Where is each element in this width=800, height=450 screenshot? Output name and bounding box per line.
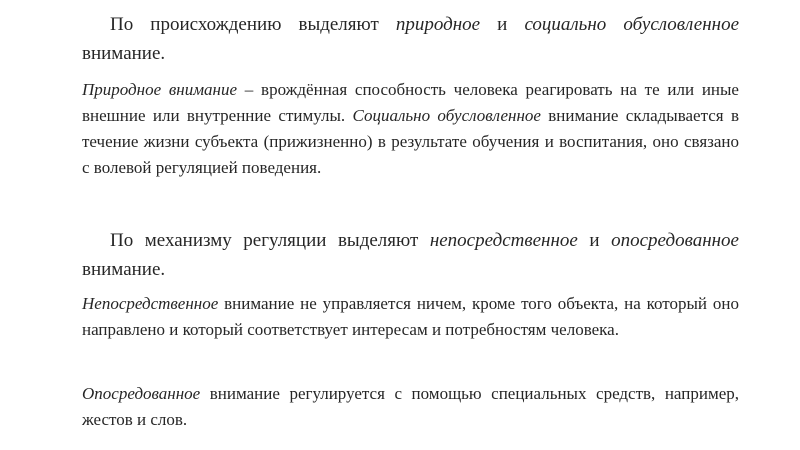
text-segment: внимание. bbox=[82, 43, 166, 64]
paragraph-natural-definition bbox=[82, 77, 739, 181]
text-segment: внимание регулируется с помощью специальных средств, например, жестов и слов. bbox=[82, 384, 739, 429]
text-segment-italic: опосредованное bbox=[611, 230, 739, 251]
text-segment-italic: Непосредственное bbox=[82, 294, 219, 313]
text-segment: По происхождению выделяют bbox=[110, 14, 396, 35]
paragraph-direct-definition bbox=[82, 291, 739, 343]
text-segment: внимание. bbox=[82, 259, 166, 280]
text-segment-italic: Социально обусловленное bbox=[352, 106, 541, 125]
text-segment: – врождённая способность человека реагировать на те или иные внешние или внутренние стимулы. bbox=[82, 80, 739, 125]
text-segment-italic: Опосредованное bbox=[82, 384, 201, 403]
paragraph-origin bbox=[82, 10, 739, 68]
text-segment: и bbox=[577, 230, 612, 251]
text-segment: По механизму регуляции выделяют bbox=[110, 230, 430, 251]
text-segment-italic: непосредственное bbox=[429, 230, 578, 251]
text-segment: внимание не управляется ничем, кроме того объекта, на который оно направлено и который соответствует интересам и потребностям человека. bbox=[82, 294, 739, 339]
text-segment-italic: природное bbox=[395, 14, 481, 35]
text-segment-italic: социально обусловленное bbox=[524, 14, 739, 35]
text-segment-italic: Природное внимание bbox=[82, 80, 238, 99]
paragraph-mediated-definition bbox=[82, 381, 739, 433]
text-segment: внимание складывается в течение жизни субъекта (прижизненно) в результате обучения и воспитания, оно связано с волевой регуляцией поведения. bbox=[82, 106, 739, 177]
text-segment: и bbox=[480, 14, 525, 35]
paragraph-regulation bbox=[82, 226, 739, 284]
